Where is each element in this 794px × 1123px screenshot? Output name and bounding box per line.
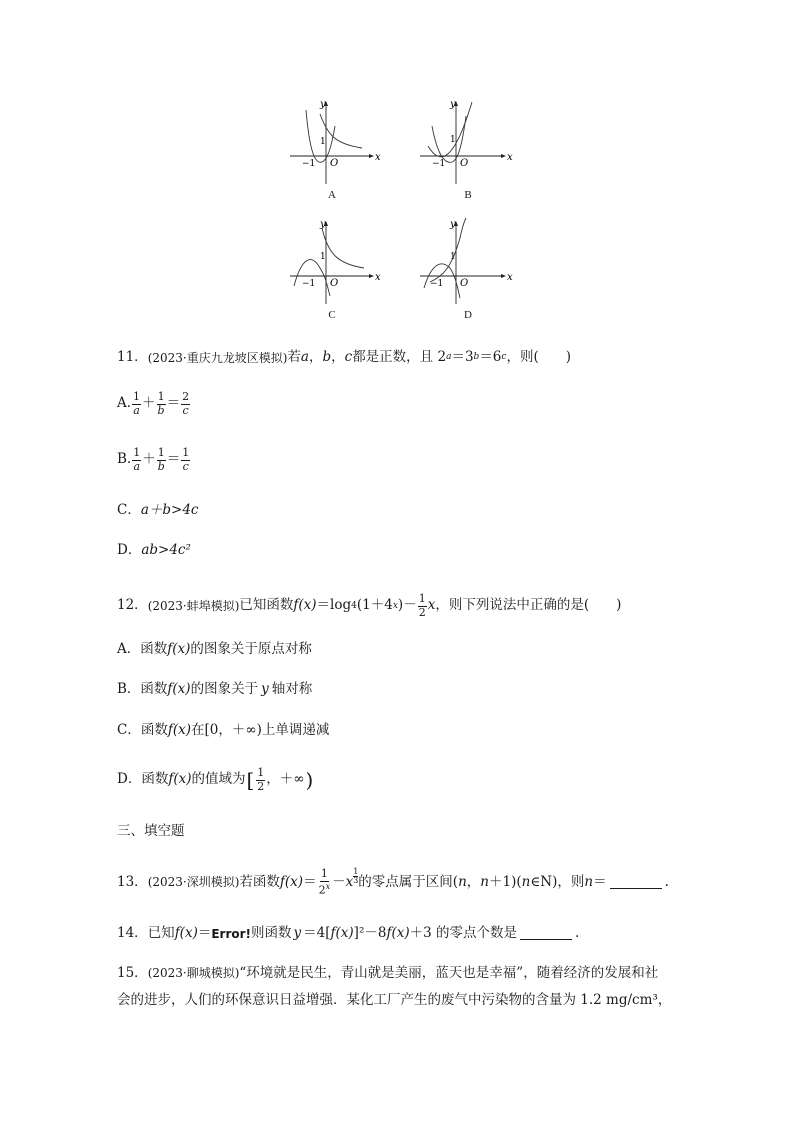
y-axis-label: y bbox=[450, 99, 456, 110]
q12-text: )－ bbox=[397, 597, 417, 614]
q15-line-2: 会的进步，人们的环保意识日益增强．某化工厂产生的废气中污染物的含量为 1.2 mg/cm³， bbox=[117, 992, 672, 1008]
q11-option-a[interactable]: A. $\frac{1}{a}$ ＋ $\frac{1}{b}$ ＝ $\frac{2}{c}$ bbox=[117, 390, 190, 417]
option-label: A. bbox=[117, 395, 132, 412]
option-label: C． bbox=[117, 502, 141, 518]
y-axis-label: y bbox=[320, 99, 326, 110]
option-text: ab>4c² bbox=[141, 542, 191, 558]
q13-eq: ＝ bbox=[303, 873, 317, 890]
q13-fx: f(x) bbox=[279, 873, 304, 890]
graph-c-plot bbox=[282, 216, 382, 306]
q11-source: (2023·重庆九龙坡区模拟) bbox=[147, 350, 288, 365]
q12-option-c[interactable] bbox=[117, 724, 329, 738]
graph-a bbox=[282, 96, 382, 204]
tick-one: 1 bbox=[450, 135, 456, 145]
q12-text: ，则下列说法中正确的是( ) bbox=[435, 597, 622, 614]
x-axis-label: x bbox=[507, 152, 513, 163]
q12-option-d[interactable]: D．函数 f(x) 的值域为 [ $\frac{1}{2}$ ，＋∞ ) bbox=[117, 766, 314, 793]
fraction: $\frac{1}{2}$ bbox=[418, 592, 426, 619]
q13-answer-blank[interactable] bbox=[610, 876, 662, 889]
fraction: $\frac{1}{a}$ bbox=[133, 446, 141, 473]
option-text: ，＋∞ bbox=[266, 771, 305, 788]
graph-b bbox=[418, 96, 518, 204]
fraction: $\frac{1}{c}$ bbox=[182, 446, 190, 473]
option-text: 轴对称 bbox=[271, 681, 313, 697]
graph-d bbox=[418, 216, 518, 324]
q11-option-b[interactable]: B. $\frac{1}{a}$ ＋ $\frac{1}{b}$ ＝ $\frac{1}{c}$ bbox=[117, 446, 190, 473]
q12-y: y bbox=[261, 681, 269, 697]
q11-number: 11． bbox=[117, 349, 148, 365]
q12-fx: f(x) bbox=[167, 722, 191, 738]
q11-text: ，则( ) bbox=[506, 349, 571, 365]
graph-b-plot bbox=[418, 96, 518, 186]
q11-exp-a: a bbox=[446, 352, 452, 363]
q11-text: ， bbox=[331, 349, 345, 365]
option-label: B. bbox=[117, 451, 132, 468]
question-13-stem: 13． (2023·深圳模拟) 若函数 f(x) ＝ $\frac{1}{2^x}$ － x $^{1 3}$ 的零点属于区间( n ， n ＋1)( n ∈N)，则 n ＝ . bbox=[117, 866, 669, 897]
q11-option-d[interactable] bbox=[117, 544, 191, 558]
option-text: 的图象关于原点对称 bbox=[190, 641, 312, 657]
q11-text: 都是正数，且 2 bbox=[352, 349, 447, 365]
q11-exp-b: b bbox=[473, 352, 480, 363]
question-14-stem: 14． 已知 f(x) ＝ Error! 则函数 y ＝4[ f(x) ]²－8 f(x) ＋3 的零点个数是 . bbox=[117, 925, 580, 941]
tick-neg-one: −1 bbox=[432, 159, 446, 169]
origin-label: O bbox=[460, 158, 469, 169]
q11-text: ， bbox=[308, 349, 323, 365]
graph-d-caption: D bbox=[464, 309, 472, 321]
q12-x: x bbox=[427, 597, 436, 614]
y-axis-label: y bbox=[320, 219, 326, 230]
tick-one: 1 bbox=[320, 137, 326, 147]
origin-label: O bbox=[460, 278, 469, 289]
q12-option-a[interactable] bbox=[117, 643, 312, 657]
q12-fx: f(x) bbox=[293, 597, 317, 614]
option-label: A．函数 bbox=[117, 641, 168, 657]
tick-neg-one: −1 bbox=[302, 279, 316, 289]
x-axis-label: x bbox=[375, 152, 381, 163]
question-15-stem bbox=[117, 960, 677, 1014]
tick-one: 1 bbox=[320, 252, 326, 262]
option-label: D．函数 bbox=[117, 771, 169, 788]
q13-exponent: 1 3 bbox=[353, 866, 359, 885]
q14-text: 已知 bbox=[147, 925, 175, 941]
origin-label: O bbox=[330, 278, 339, 289]
q13-x: x bbox=[345, 873, 354, 890]
option-label: C．函数 bbox=[117, 722, 168, 738]
option-label: B．函数 bbox=[117, 681, 168, 697]
q11-option-c[interactable] bbox=[117, 504, 199, 518]
x-axis-label: x bbox=[375, 272, 381, 283]
q12-text: 已知函数 bbox=[239, 597, 294, 614]
q11-text: ＝6 bbox=[479, 349, 502, 365]
option-text: a＋b>4c bbox=[140, 502, 199, 518]
q12-log-base: 4 bbox=[351, 600, 357, 611]
q11-var-c: c bbox=[344, 349, 353, 365]
section-fill-in-heading: 三、填空题 bbox=[117, 823, 185, 839]
q11-var-b: b bbox=[322, 349, 332, 365]
option-text: 的值域为 bbox=[191, 771, 246, 788]
fraction: $\frac{1}{2^x}$ bbox=[318, 867, 331, 897]
q14-number: 14． bbox=[117, 925, 148, 941]
question-11-stem bbox=[117, 351, 571, 365]
q13-number: 13． bbox=[117, 873, 148, 890]
q13-text: 的零点属于区间( bbox=[358, 873, 459, 890]
x-axis-label: x bbox=[507, 272, 513, 283]
q12-option-b[interactable] bbox=[117, 683, 312, 697]
q12-source: (2023·蚌埠模拟) bbox=[147, 599, 240, 614]
option-label: D． bbox=[117, 542, 142, 558]
q14-fx: f(x) bbox=[174, 925, 198, 941]
q13-text: 若函数 bbox=[239, 873, 280, 890]
q12-number: 12． bbox=[117, 597, 148, 614]
q13-source: (2023·深圳模拟) bbox=[147, 875, 240, 890]
graph-c-caption: C bbox=[328, 309, 336, 321]
q11-text: ＝3 bbox=[451, 349, 474, 365]
option-text: 在[0，＋∞)上单调递减 bbox=[191, 722, 330, 738]
q12-fx: f(x) bbox=[167, 641, 191, 657]
q12-fx: f(x) bbox=[167, 681, 191, 697]
q15-source: (2023·聊城模拟) bbox=[147, 966, 240, 980]
q15-line-1: 15．(2023·聊城模拟)“环境就是民生，青山就是美丽，蓝天也是幸福”，随着经济的发展和社 bbox=[117, 965, 659, 981]
tick-one: 1 bbox=[450, 252, 456, 262]
q12-exp: x bbox=[392, 600, 398, 611]
q12-fx: f(x) bbox=[168, 771, 192, 788]
fraction: $\frac{1}{2}$ bbox=[257, 766, 265, 793]
q13-minus: － bbox=[332, 873, 346, 890]
y-axis-label: y bbox=[450, 219, 456, 230]
origin-label: O bbox=[330, 158, 339, 169]
tick-neg-one: −1 bbox=[430, 279, 444, 289]
tick-neg-one: −1 bbox=[302, 159, 316, 169]
q14-error-text: Error! bbox=[211, 926, 252, 941]
q11-exp-c: c bbox=[501, 352, 507, 363]
graph-b-caption: B bbox=[464, 189, 472, 201]
q14-answer-blank[interactable] bbox=[520, 927, 572, 940]
fraction: $\frac{1}{b}$ bbox=[157, 390, 165, 417]
function-graph-options bbox=[282, 96, 522, 336]
q11-var-a: a bbox=[300, 349, 309, 365]
graph-a-plot bbox=[282, 96, 382, 186]
question-12-stem bbox=[117, 593, 621, 619]
option-text: 的图象关于 bbox=[190, 681, 259, 697]
fraction: $\frac{2}{c}$ bbox=[182, 390, 190, 417]
graph-d-plot bbox=[418, 216, 518, 306]
fraction: $\frac{1}{b}$ bbox=[157, 446, 165, 473]
graph-c bbox=[282, 216, 382, 324]
q12-text: (1＋4 bbox=[356, 597, 393, 614]
fraction: $\frac{1}{a}$ bbox=[133, 390, 141, 417]
graph-a-caption: A bbox=[328, 189, 336, 201]
q11-text: 若 bbox=[287, 349, 301, 365]
q12-text: ＝log bbox=[316, 597, 352, 614]
